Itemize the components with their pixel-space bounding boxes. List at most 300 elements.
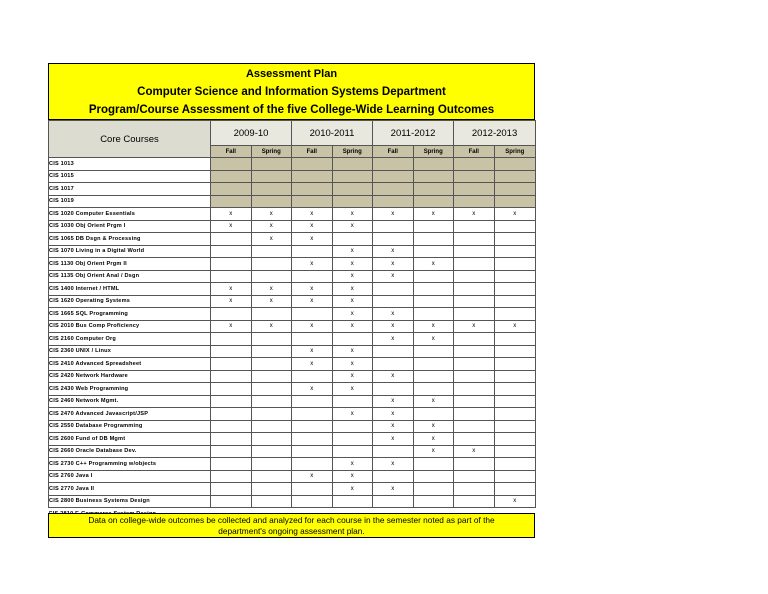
footer-line-1: Data on college-wide outcomes be collected and analyzed for each course in the semester noted as part of the [88,515,495,525]
assessment-mark [454,483,495,496]
course-name: CIS 1017 [49,183,211,196]
table-row [49,270,536,283]
assessment-mark: x [211,220,252,233]
assessment-mark: x [332,358,373,371]
assessment-mark [251,470,292,483]
assessment-table [48,120,536,520]
assessment-mark [494,408,536,421]
assessment-mark: x [251,208,292,221]
course-name: CIS 2760 Java I [49,470,211,483]
year-header: 2011-2012 [373,121,454,146]
assessment-mark [413,245,454,258]
assessment-mark [251,420,292,433]
assessment-mark: x [292,283,333,296]
assessment-mark: x [373,208,414,221]
semester-header: Spring [332,146,373,158]
assessment-mark: x [413,433,454,446]
table-row [49,345,536,358]
assessment-mark [454,458,495,471]
assessment-mark: x [373,270,414,283]
assessment-mark [373,495,414,508]
assessment-mark [211,333,252,346]
assessment-mark [211,245,252,258]
assessment-mark [454,220,495,233]
assessment-mark [251,158,292,171]
assessment-mark: x [413,445,454,458]
assessment-mark [211,470,252,483]
assessment-mark [373,183,414,196]
course-name: CIS 1665 SQL Programming [49,308,211,321]
course-name: CIS 2360 UNIX / Linux [49,345,211,358]
table-row [49,483,536,496]
assessment-mark [292,183,333,196]
assessment-mark: x [332,458,373,471]
assessment-sheet [48,63,535,520]
course-name: CIS 2460 Network Mgmt. [49,395,211,408]
assessment-mark [292,483,333,496]
assessment-mark [251,395,292,408]
assessment-mark [292,158,333,171]
assessment-mark: x [292,220,333,233]
assessment-mark [413,345,454,358]
course-name: CIS 2410 Advanced Spreadsheet [49,358,211,371]
assessment-mark [454,158,495,171]
assessment-mark [211,370,252,383]
course-name: CIS 1065 DB Dsgn & Processing [49,233,211,246]
assessment-mark [251,183,292,196]
assessment-mark [494,483,536,496]
assessment-mark [292,308,333,321]
assessment-mark [211,195,252,208]
assessment-mark: x [373,308,414,321]
assessment-mark [454,295,495,308]
course-name: CIS 1013 [49,158,211,171]
assessment-mark [373,445,414,458]
assessment-mark [292,170,333,183]
assessment-mark: x [332,345,373,358]
assessment-mark [332,183,373,196]
assessment-mark [292,408,333,421]
assessment-mark [211,445,252,458]
assessment-mark [332,495,373,508]
assessment-mark [332,233,373,246]
table-row [49,158,536,171]
course-name: CIS 1015 [49,170,211,183]
assessment-mark [454,333,495,346]
assessment-mark [413,183,454,196]
assessment-mark [332,395,373,408]
assessment-mark [494,183,536,196]
assessment-mark [454,470,495,483]
assessment-mark: x [211,295,252,308]
course-name: CIS 2770 Java II [49,483,211,496]
assessment-mark [332,445,373,458]
table-row [49,245,536,258]
year-header: 2010-2011 [292,121,373,146]
assessment-mark [494,470,536,483]
assessment-mark [211,345,252,358]
assessment-mark: x [332,383,373,396]
assessment-mark [413,170,454,183]
assessment-mark [251,245,292,258]
course-name: CIS 2550 Database Programming [49,420,211,433]
assessment-mark: x [332,483,373,496]
assessment-mark [454,170,495,183]
course-name: CIS 1135 Obj Orient Anal / Dsgn [49,270,211,283]
assessment-mark: x [413,333,454,346]
assessment-mark [211,258,252,271]
assessment-mark [373,383,414,396]
assessment-mark [413,233,454,246]
assessment-mark: x [251,283,292,296]
assessment-mark [332,158,373,171]
assessment-mark [211,420,252,433]
assessment-mark [292,420,333,433]
assessment-mark: x [332,470,373,483]
course-name: CIS 1620 Operating Systems [49,295,211,308]
assessment-mark [251,345,292,358]
semester-header: Spring [413,146,454,158]
assessment-mark [251,258,292,271]
course-name: CIS 2730 C++ Programming w/objects [49,458,211,471]
table-row [49,333,536,346]
table-row [49,383,536,396]
assessment-mark [454,258,495,271]
assessment-mark [413,158,454,171]
assessment-mark [292,495,333,508]
semester-header: Fall [373,146,414,158]
assessment-mark [454,408,495,421]
course-rows [49,158,536,520]
assessment-mark [251,495,292,508]
assessment-mark [251,458,292,471]
assessment-mark [494,195,536,208]
table-row [49,295,536,308]
footer-line-2: department's ongoing assessment plan. [218,526,365,536]
assessment-mark [373,358,414,371]
assessment-mark [494,420,536,433]
assessment-mark [251,383,292,396]
table-row [49,408,536,421]
assessment-mark [332,195,373,208]
assessment-mark [494,245,536,258]
assessment-mark: x [373,333,414,346]
assessment-mark [211,383,252,396]
assessment-mark [332,420,373,433]
assessment-mark: x [373,420,414,433]
assessment-mark: x [373,258,414,271]
assessment-mark [413,495,454,508]
assessment-mark: x [251,295,292,308]
assessment-mark: x [373,408,414,421]
assessment-mark [373,345,414,358]
assessment-mark [413,383,454,396]
assessment-mark [413,270,454,283]
assessment-mark: x [292,383,333,396]
assessment-mark: x [454,208,495,221]
assessment-mark: x [332,220,373,233]
assessment-mark: x [413,395,454,408]
table-row [49,445,536,458]
assessment-mark: x [332,258,373,271]
assessment-mark: x [292,358,333,371]
assessment-mark [454,270,495,283]
course-name: CIS 1019 [49,195,211,208]
assessment-mark [494,370,536,383]
assessment-mark: x [211,320,252,333]
assessment-mark [494,358,536,371]
course-name: CIS 1020 Computer Essentials [49,208,211,221]
table-row [49,470,536,483]
assessment-mark [211,170,252,183]
assessment-mark [494,395,536,408]
assessment-mark [373,170,414,183]
assessment-mark [332,433,373,446]
course-name: CIS 1070 Living in a Digital World [49,245,211,258]
table-row [49,395,536,408]
semester-header: Fall [454,146,495,158]
assessment-mark [292,445,333,458]
assessment-mark [251,333,292,346]
assessment-mark: x [373,320,414,333]
course-name: CIS 2660 Oracle Database Dev. [49,445,211,458]
assessment-mark [251,195,292,208]
table-row [49,370,536,383]
table-row [49,420,536,433]
assessment-mark [251,358,292,371]
assessment-mark: x [211,208,252,221]
assessment-mark: x [251,320,292,333]
assessment-mark [494,345,536,358]
assessment-mark: x [292,233,333,246]
course-name: CIS 2160 Computer Org [49,333,211,346]
assessment-mark [454,383,495,396]
table-row [49,195,536,208]
assessment-mark [211,308,252,321]
assessment-mark [373,158,414,171]
table-row [49,170,536,183]
assessment-mark [494,220,536,233]
assessment-mark: x [373,458,414,471]
assessment-mark: x [292,320,333,333]
core-courses-header: Core Courses [49,121,211,158]
assessment-mark: x [292,345,333,358]
assessment-mark: x [332,270,373,283]
assessment-mark [413,295,454,308]
assessment-mark [251,433,292,446]
assessment-mark: x [211,283,252,296]
assessment-mark: x [373,370,414,383]
assessment-mark [454,345,495,358]
title-line-1: Assessment Plan [245,68,338,80]
assessment-mark [413,458,454,471]
assessment-mark [454,245,495,258]
assessment-mark [211,358,252,371]
course-name: CIS 2600 Fund of DB Mgmt [49,433,211,446]
course-name: CIS 2470 Advanced Javascript/JSP [49,408,211,421]
assessment-mark [251,370,292,383]
title-box [48,63,535,120]
table-row [49,283,536,296]
assessment-mark [454,495,495,508]
assessment-mark [211,458,252,471]
assessment-mark [413,220,454,233]
assessment-mark [413,483,454,496]
assessment-mark [292,370,333,383]
course-name: CIS 1400 Internet / HTML [49,283,211,296]
assessment-mark [292,270,333,283]
assessment-mark [494,270,536,283]
assessment-mark: x [292,470,333,483]
assessment-mark [292,195,333,208]
assessment-mark: x [413,320,454,333]
assessment-mark [211,183,252,196]
assessment-mark: x [332,370,373,383]
assessment-mark [494,308,536,321]
assessment-mark [494,383,536,396]
assessment-mark [454,420,495,433]
assessment-mark: x [332,245,373,258]
assessment-mark: x [332,308,373,321]
assessment-mark: x [332,295,373,308]
assessment-mark [494,258,536,271]
assessment-mark: x [251,233,292,246]
assessment-mark [292,433,333,446]
assessment-mark [494,458,536,471]
assessment-mark [373,295,414,308]
course-name: CIS 2430 Web Programming [49,383,211,396]
table-row [49,433,536,446]
assessment-mark [454,358,495,371]
assessment-mark [494,433,536,446]
assessment-mark [373,195,414,208]
assessment-mark [413,470,454,483]
title-line-2: Computer Science and Information Systems Department [137,86,446,98]
assessment-mark [332,333,373,346]
assessment-mark [251,445,292,458]
assessment-mark [292,245,333,258]
table-row [49,458,536,471]
assessment-mark: x [373,483,414,496]
assessment-mark [494,233,536,246]
assessment-mark [494,333,536,346]
course-name: CIS 1030 Obj Orient Prgm I [49,220,211,233]
assessment-mark [251,270,292,283]
assessment-mark [413,408,454,421]
table-row [49,358,536,371]
assessment-mark: x [373,433,414,446]
table-row [49,233,536,246]
assessment-mark [454,283,495,296]
assessment-mark: x [413,420,454,433]
assessment-mark: x [292,258,333,271]
assessment-mark [494,295,536,308]
course-name: CIS 1130 Obj Orient Prgm II [49,258,211,271]
assessment-mark: x [494,495,536,508]
assessment-mark [211,158,252,171]
table-row [49,320,536,333]
assessment-mark [211,495,252,508]
assessment-mark [413,308,454,321]
assessment-mark [454,233,495,246]
assessment-mark [454,308,495,321]
assessment-mark: x [332,320,373,333]
assessment-mark [454,195,495,208]
assessment-mark: x [454,320,495,333]
semester-header: Spring [251,146,292,158]
assessment-mark [211,395,252,408]
assessment-mark [373,220,414,233]
assessment-mark: x [292,295,333,308]
semester-header: Spring [494,146,536,158]
assessment-mark [413,358,454,371]
assessment-mark: x [251,220,292,233]
table-row [49,220,536,233]
assessment-mark [251,408,292,421]
assessment-mark: x [413,258,454,271]
assessment-mark [373,283,414,296]
assessment-mark [373,470,414,483]
assessment-mark [454,395,495,408]
title-line-3: Program/Course Assessment of the five College-Wide Learning Outcomes [88,104,495,116]
table-row [49,495,536,508]
assessment-mark [211,270,252,283]
assessment-mark [332,170,373,183]
assessment-mark: x [413,208,454,221]
assessment-mark [211,233,252,246]
assessment-mark [454,433,495,446]
assessment-mark [413,370,454,383]
assessment-mark [292,333,333,346]
footer-note [48,513,535,538]
assessment-mark [454,183,495,196]
assessment-mark [494,445,536,458]
assessment-mark: x [332,408,373,421]
assessment-mark [454,370,495,383]
assessment-mark [211,408,252,421]
course-name: CIS 2420 Network Hardware [49,370,211,383]
semester-header: Fall [211,146,252,158]
semester-header: Fall [292,146,333,158]
assessment-mark: x [494,208,536,221]
assessment-mark [292,458,333,471]
assessment-mark [251,308,292,321]
assessment-mark: x [332,283,373,296]
assessment-mark: x [494,320,536,333]
assessment-mark [251,170,292,183]
assessment-mark [251,483,292,496]
assessment-mark [494,283,536,296]
assessment-mark: x [292,208,333,221]
assessment-mark [373,233,414,246]
course-name: CIS 2010 Bus Comp Proficiency [49,320,211,333]
assessment-mark: x [332,208,373,221]
assessment-mark [292,395,333,408]
assessment-mark: x [373,245,414,258]
table-row [49,308,536,321]
assessment-mark [211,483,252,496]
year-header: 2009-10 [211,121,292,146]
assessment-mark [413,195,454,208]
assessment-mark: x [454,445,495,458]
table-row [49,183,536,196]
table-row [49,258,536,271]
assessment-mark [494,158,536,171]
assessment-mark [211,433,252,446]
assessment-mark [413,283,454,296]
course-name: CIS 2800 Business Systems Design [49,495,211,508]
year-header-row [49,121,536,146]
